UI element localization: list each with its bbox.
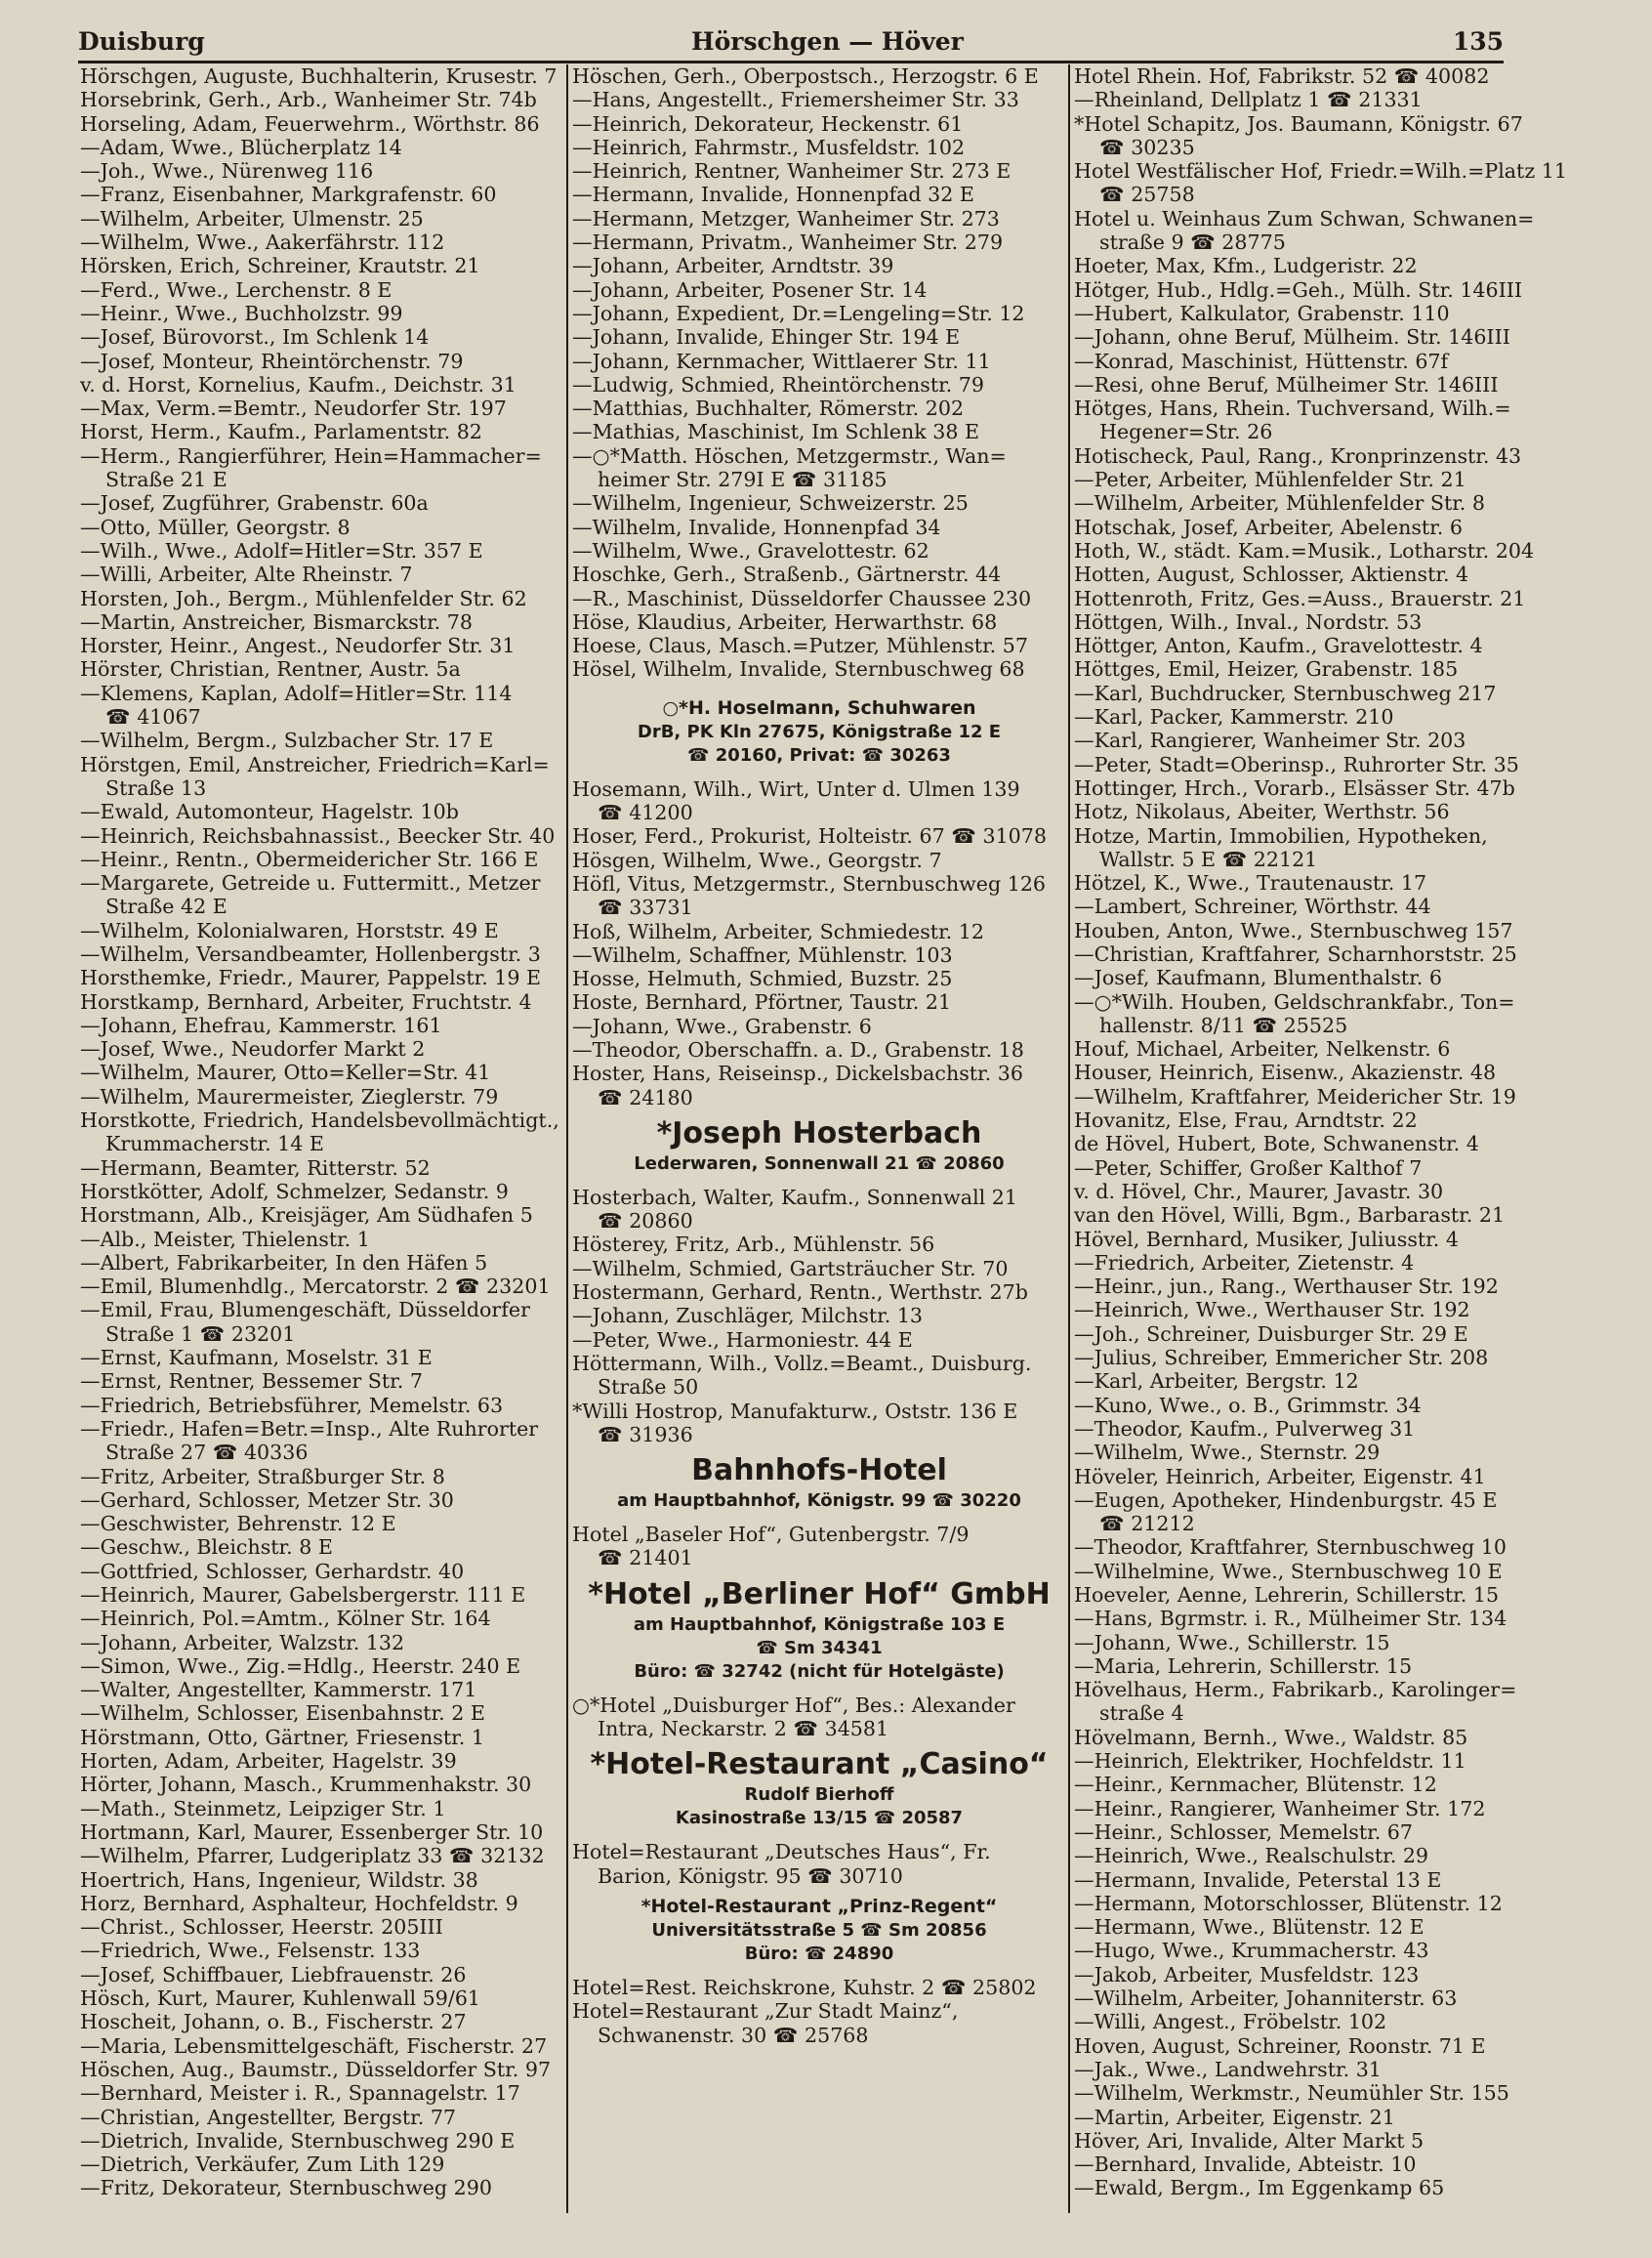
directory-entry: Hotel=Rest. Reichskrone, Kuhstr. 2 ☎ 25802 [572, 1975, 1037, 1999]
directory-entry: —Johann, Wwe., Grabenstr. 6 [572, 1014, 872, 1038]
directory-entry: —Heinrich, Elektriker, Hochfeldstr. 11 [1074, 1749, 1466, 1774]
entry-list-middle-bottom [572, 1976, 1066, 2047]
directory-entry: Wallstr. 5 E ☎ 22121 [1099, 847, 1318, 871]
directory-entry: Hovanitz, Else, Frau, Arndtstr. 22 [1074, 1108, 1418, 1133]
directory-entry: —Geschwister, Behrenstr. 12 E [80, 1512, 396, 1536]
directory-entry: de Hövel, Hubert, Bote, Schwanenstr. 4 [1074, 1132, 1479, 1156]
directory-entry: v. d. Hövel, Chr., Maurer, Javastr. 30 [1074, 1179, 1444, 1203]
directory-entry: Höttgen, Wilh., Inval., Nordstr. 53 [1074, 609, 1423, 634]
directory-entry: —Willi, Angest., Fröbelstr. 102 [1074, 2010, 1387, 2034]
directory-entry: Hottinger, Hrch., Vorarb., Elsässer Str. 47b [1074, 775, 1515, 800]
directory-entry: —Wilhelm, Maurermeister, Zieglerstr. 79 [80, 1084, 499, 1108]
directory-entry: hallenstr. 8/11 ☎ 25525 [1099, 1013, 1348, 1037]
directory-entry: Hoste, Bernhard, Pförtner, Taustr. 21 [572, 990, 952, 1015]
directory-entry: Hoeter, Max, Kfm., Ludgeristr. 22 [1074, 254, 1418, 278]
directory-entry: Hosse, Helmuth, Schmied, Buzstr. 25 [572, 967, 953, 991]
directory-entry: Hotel Westfälischer Hof, Friedr.=Wilh.=Platz 11 [1074, 159, 1567, 184]
directory-entry: Hösch, Kurt, Maurer, Kuhlenwall 59/61 [80, 1986, 481, 2011]
directory-entry: Horz, Bernhard, Asphalteur, Hochfeldstr. 9 [80, 1891, 518, 1915]
directory-entry: —Hermann, Privatm., Wanheimer Str. 279 [572, 230, 1004, 255]
directory-entry: —Theodor, Oberschaffn. a. D., Grabenstr. 18 [572, 1037, 1024, 1062]
directory-entry: —Ferd., Wwe., Lerchenstr. 8 E [80, 277, 392, 302]
directory-entry: Intra, Neckarstr. 2 ☎ 34581 [598, 1717, 889, 1741]
directory-entry: Hoscheit, Johann, o. B., Fischerstr. 27 [80, 2010, 467, 2034]
directory-entry: ☎ 41200 [598, 801, 693, 825]
directory-entry: Straße 27 ☎ 40336 [105, 1441, 309, 1465]
directory-entry: Horsthemke, Friedr., Maurer, Pappelstr. 19 E [80, 966, 542, 990]
ad-casino-line1: Rudolf Bierhoff [744, 1784, 894, 1806]
directory-entry: Hövel, Bernhard, Musiker, Juliusstr. 4 [1074, 1227, 1459, 1251]
directory-entry: Höver, Ari, Invalide, Alter Markt 5 [1074, 2128, 1425, 2153]
directory-entry: —Peter, Stadt=Oberinsp., Ruhrorter Str. 35 [1074, 752, 1519, 776]
ad-bahnhofs-title: Bahnhofs-Hotel [691, 1453, 947, 1488]
directory-entry: —Gottfried, Schlosser, Gerhardstr. 40 [80, 1559, 465, 1583]
directory-entry: —Geschw., Bleichstr. 8 E [80, 1535, 333, 1560]
directory-entry: —Joh., Schreiner, Duisburger Str. 29 E [1074, 1321, 1468, 1346]
directory-entry: —Christian, Kraftfahrer, Scharnhorststr. 25 [1074, 941, 1517, 966]
directory-entry: Horstmann, Alb., Kreisjäger, Am Südhafen 5 [80, 1203, 533, 1228]
directory-entry: —Klemens, Kaplan, Adolf=Hitler=Str. 114 [80, 681, 513, 705]
directory-entry: —Johann, Ehefrau, Kammerstr. 161 [80, 1013, 442, 1037]
directory-entry: —Willi, Arbeiter, Alte Rheinstr. 7 [80, 563, 413, 587]
directory-entry: Hotel u. Weinhaus Zum Schwan, Schwanen= [1074, 206, 1535, 230]
directory-entry: —Karl, Rangierer, Wanheimer Str. 203 [1074, 729, 1466, 753]
directory-entry: —Resi, ohne Beruf, Mülheimer Str. 146III [1074, 372, 1499, 397]
directory-entry: *Hotel Schapitz, Jos. Baumann, Königstr. 67 [1074, 111, 1523, 136]
directory-entry: Horsten, Joh., Bergm., Mühlenfelder Str. 62 [80, 586, 527, 610]
directory-entry: —Johann, Arbeiter, Posener Str. 14 [572, 277, 928, 302]
directory-entry: Horsebrink, Gerh., Arb., Wanheimer Str. 74b [80, 88, 537, 112]
directory-entry: Houser, Heinrich, Eisenw., Akazienstr. 48 [1074, 1061, 1497, 1085]
directory-entry: —Josef, Zugführer, Grabenstr. 60a [80, 491, 429, 516]
directory-entry: —Ewald, Automonteur, Hagelstr. 10b [80, 800, 459, 824]
directory-entry: —Heinrich, Wwe., Realschulstr. 29 [1074, 1844, 1429, 1868]
directory-entry: —Matthias, Buchhalter, Römerstr. 202 [572, 397, 965, 421]
ad-casino [572, 1746, 1066, 1830]
directory-entry: —Heinrich, Reichsbahnassist., Beecker Str. 40 [80, 823, 556, 848]
directory-entry: —Dietrich, Invalide, Sternbuschweg 290 E [80, 2128, 516, 2153]
ad-bahnhofs-hotel [572, 1452, 1066, 1513]
directory-entry: Höttges, Emil, Heizer, Grabenstr. 185 [1074, 657, 1459, 682]
directory-entry: Straße 21 E [105, 468, 227, 492]
directory-entry: Hosterbach, Walter, Kaufm., Sonnenwall 21 [572, 1185, 1017, 1209]
directory-entry: —Wilhelm, Schaffner, Mühlenstr. 103 [572, 942, 953, 967]
directory-entry: —Hans, Bgrmstr. i. R., Mülheimer Str. 134 [1074, 1607, 1507, 1631]
ad-berliner-line3: Büro: ☎ 32742 (nicht für Hotelgäste) [634, 1660, 1005, 1682]
directory-entry: Horseling, Adam, Feuerwehrm., Wörthstr. 86 [80, 111, 540, 136]
directory-entry: ☎ 25758 [1099, 183, 1195, 207]
directory-entry: —Hans, Angestellt., Friemersheimer Str. 33 [572, 88, 1019, 112]
directory-entry: —○*Wilh. Houben, Geldschrankfabr., Ton= [1074, 989, 1515, 1014]
directory-entry: —Wilhelm, Arbeiter, Ulmenstr. 25 [80, 206, 424, 230]
entry-list-middle-5 [572, 1840, 1066, 1888]
directory-entry: —Friedrich, Betriebsführer, Memelstr. 63 [80, 1393, 504, 1417]
directory-entry: —Karl, Packer, Kammerstr. 210 [1074, 705, 1394, 730]
directory-entry: —Johann, Wwe., Schillerstr. 15 [1074, 1630, 1390, 1654]
directory-entry: —Hubert, Kalkulator, Grabenstr. 110 [1074, 301, 1450, 325]
directory-entry: —Theodor, Kaufm., Pulverweg 31 [1074, 1416, 1416, 1441]
directory-entry: —Maria, Lehrerin, Schillerstr. 15 [1074, 1653, 1413, 1678]
directory-entry: —Kuno, Wwe., o. B., Grimmstr. 34 [1074, 1393, 1422, 1417]
directory-entry: Horster, Heinr., Angest., Neudorfer Str. 31 [80, 634, 516, 658]
directory-entry: ☎ 24180 [598, 1085, 693, 1109]
directory-entry: —Heinrich, Rentner, Wanheimer Str. 273 E [572, 159, 1012, 184]
directory-entry: —Margarete, Getreide u. Futtermitt., Metzer [80, 871, 541, 896]
directory-entry: —Johann, Zuschläger, Milchstr. 13 [572, 1304, 924, 1328]
directory-entry: —Gerhard, Schlosser, Metzer Str. 30 [80, 1487, 454, 1512]
column-divider-left [566, 64, 568, 2213]
ad-hoselmann-title: ○*H. Hoselmann, Schuhwaren [662, 696, 976, 719]
directory-entry: —Heinr., jun., Rang., Werthauser Str. 192 [1074, 1275, 1499, 1299]
directory-entry: —Karl, Buchdrucker, Sternbuschweg 217 [1074, 681, 1497, 705]
directory-entry: —Herm., Rangierführer, Hein=Hammacher= [80, 443, 542, 468]
directory-entry: —Wilhelm, Versandbeamter, Hollenbergstr. 3 [80, 941, 541, 966]
directory-entry: —Hermann, Invalide, Honnenpfad 32 E [572, 183, 974, 207]
directory-entry: —Wilhelm, Wwe., Gravelottestr. 62 [572, 538, 929, 563]
directory-entry: Höveler, Heinrich, Arbeiter, Eigenstr. 41 [1074, 1464, 1486, 1488]
directory-entry: —Simon, Wwe., Zig.=Hdlg., Heerstr. 240 E [80, 1653, 521, 1678]
directory-entry: —Heinrich, Fahrmstr., Musfeldstr. 102 [572, 135, 966, 159]
directory-entry: Hörstgen, Emil, Anstreicher, Friedrich=Karl= [80, 752, 550, 776]
directory-entry: Hotel Rhein. Hof, Fabrikstr. 52 ☎ 40082 [1074, 64, 1490, 88]
directory-entry: Hotschak, Josef, Arbeiter, Abelenstr. 6 [1074, 515, 1463, 539]
directory-entry: Horstkötter, Adolf, Schmelzer, Sedanstr. 9 [80, 1179, 509, 1203]
directory-entry: Hörter, Johann, Masch., Krummenhakstr. 30 [80, 1773, 532, 1797]
directory-entry: —Dietrich, Verkäufer, Zum Lith 129 [80, 2153, 445, 2177]
directory-entry: van den Hövel, Willi, Bgm., Barbarastr. 21 [1074, 1203, 1506, 1228]
directory-entry: —Peter, Wwe., Harmoniestr. 44 E [572, 1327, 913, 1352]
directory-entry: —Heinr., Kernmacher, Blütenstr. 12 [1074, 1773, 1437, 1797]
directory-entry: Hegener=Str. 26 [1099, 420, 1273, 444]
directory-entry: v. d. Horst, Kornelius, Kaufm., Deichstr. 31 [80, 372, 516, 397]
directory-entry: —Wilhelm, Invalide, Honnenpfad 34 [572, 515, 941, 539]
directory-entry: —Wilhelm, Pfarrer, Ludgeriplatz 33 ☎ 32132 [80, 1844, 545, 1868]
directory-entry: —Friedrich, Wwe., Felsenstr. 133 [80, 1939, 421, 1963]
directory-entry: ☎ 20860 [598, 1209, 693, 1234]
directory-entry: —Josef, Wwe., Neudorfer Markt 2 [80, 1037, 426, 1062]
directory-entry: —Johann, ohne Beruf, Mülheim. Str. 146III [1074, 325, 1510, 350]
directory-entry: Hörstmann, Otto, Gärtner, Friesenstr. 1 [80, 1725, 484, 1749]
directory-entry: —Heinrich, Maurer, Gabelsbergerstr. 111 E [80, 1583, 526, 1607]
directory-entry: —Fritz, Dekorateur, Sternbuschweg 290 [80, 2176, 492, 2200]
directory-entry: —Johann, Arbeiter, Arndtstr. 39 [572, 254, 894, 278]
directory-entry: —Wilhelm, Bergm., Sulzbacher Str. 17 E [80, 729, 494, 753]
directory-entry: —Walter, Angestellter, Kammerstr. 171 [80, 1678, 477, 1702]
column-divider-right [1068, 64, 1070, 2213]
directory-entry: —Albert, Fabrikarbeiter, In den Häfen 5 [80, 1250, 488, 1275]
header-range: Hörschgen — Höver [691, 27, 964, 56]
directory-entry: —Konrad, Maschinist, Hüttenstr. 67f [1074, 349, 1449, 373]
directory-entry: *Willi Hostrop, Manufakturw., Oststr. 136 E [572, 1399, 1018, 1423]
directory-entry: —Heinrich, Wwe., Werthauser Str. 192 [1074, 1298, 1470, 1322]
directory-entry: Hoschke, Gerh., Straßenb., Gärtnerstr. 44 [572, 563, 1002, 587]
directory-entry: —Peter, Arbeiter, Mühlenfelder Str. 21 [1074, 468, 1466, 492]
directory-entry: Hoth, W., städt. Kam.=Musik., Lotharstr. 204 [1074, 538, 1535, 563]
directory-entry: —Wilhelm, Schlosser, Eisenbahnstr. 2 E [80, 1701, 485, 1726]
directory-entry: —Eugen, Apotheker, Hindenburgstr. 45 E [1074, 1487, 1498, 1512]
ad-berliner-title: *Hotel „Berliner Hof“ GmbH [588, 1576, 1051, 1611]
directory-entry: —Max, Verm.=Bemtr., Neudorfer Str. 197 [80, 397, 507, 421]
directory-entry: Hotz, Nikolaus, Abeiter, Werthstr. 56 [1074, 800, 1450, 824]
directory-entry: —Wilhelm, Kraftfahrer, Meidericher Str. 19 [1074, 1084, 1516, 1108]
directory-entry: —Fritz, Arbeiter, Straßburger Str. 8 [80, 1464, 445, 1488]
ad-prinz-title: *Hotel-Restaurant „Prinz-Regent“ [640, 1895, 998, 1917]
column-left [80, 64, 562, 2229]
directory-entry: —Heinr., Rangierer, Wanheimer Str. 172 [1074, 1796, 1486, 1820]
directory-entry: —Ernst, Kaufmann, Moselstr. 31 E [80, 1346, 433, 1370]
directory-entry: —Heinr., Rentn., Obermeidericher Str. 166 E [80, 847, 539, 871]
ad-bahnhofs-line1: am Hauptbahnhof, Königstr. 99 ☎ 30220 [617, 1490, 1021, 1512]
directory-entry: —Jakob, Arbeiter, Musfeldstr. 123 [1074, 1962, 1420, 1986]
ad-prinz-line2: Büro: ☎ 24890 [744, 1943, 894, 1964]
directory-entry: Hoeveler, Aenne, Lehrerin, Schillerstr. 15 [1074, 1583, 1500, 1607]
directory-entry: Houben, Anton, Wwe., Sternbuschweg 157 [1074, 918, 1513, 942]
directory-entry: —Lambert, Schreiner, Wörthstr. 44 [1074, 895, 1431, 919]
directory-entry: —Wilhelm, Ingenieur, Schweizerstr. 25 [572, 491, 969, 516]
directory-entry: Hötger, Hub., Hdlg.=Geh., Mülh. Str. 146III [1074, 277, 1523, 302]
directory-entry: ☎ 21212 [1099, 1512, 1195, 1536]
directory-entry: Straße 1 ☎ 23201 [105, 1321, 296, 1346]
directory-entry: —Friedr., Hafen=Betr.=Insp., Alte Ruhrorter [80, 1416, 539, 1441]
directory-entry: —Johann, Invalide, Ehinger Str. 194 E [572, 325, 961, 350]
directory-entry: —Otto, Müller, Georgstr. 8 [80, 515, 351, 539]
directory-entry: —Ewald, Bergm., Im Eggenkamp 65 [1074, 2176, 1445, 2200]
directory-entry: —Wilh., Wwe., Adolf=Hitler=Str. 357 E [80, 538, 483, 563]
directory-entry: ☎ 33731 [598, 896, 693, 920]
directory-entry: Hotel „Baseler Hof“, Gutenbergstr. 7/9 [572, 1523, 970, 1547]
directory-entry: Hoven, August, Schreiner, Roonstr. 71 E [1074, 2033, 1486, 2058]
directory-entry: Hostermann, Gerhard, Rentn., Werthstr. 27b [572, 1280, 1028, 1305]
ad-prinz-line1: Universitätsstraße 5 ☎ Sm 20856 [651, 1919, 987, 1941]
ad-hosterbach-title: *Joseph Hosterbach [656, 1115, 982, 1150]
ad-hoselmann-line1: DrB, PK Kln 27675, Königstraße 12 E [637, 721, 1002, 742]
column-right [1074, 64, 1567, 2229]
directory-entry: Hövelhaus, Herm., Fabrikarb., Karolinger= [1074, 1678, 1517, 1702]
directory-entry: Straße 42 E [105, 895, 227, 919]
header-rule [78, 61, 1504, 63]
page-header [78, 27, 1504, 63]
directory-entry: heimer Str. 279I E ☎ 31185 [598, 468, 888, 492]
directory-entry: —Jak., Wwe., Landwehrstr. 31 [1074, 2057, 1382, 2081]
directory-entry: —Alb., Meister, Thielenstr. 1 [80, 1227, 370, 1251]
directory-entry: —Hermann, Motorschlosser, Blütenstr. 12 [1074, 1891, 1503, 1915]
entry-list-right [1074, 64, 1567, 2200]
directory-entry: Barion, Königstr. 95 ☎ 30710 [598, 1863, 903, 1888]
directory-entry: —Maria, Lebensmittelgeschäft, Fischerstr. 27 [80, 2033, 548, 2058]
directory-entry: —Johann, Expedient, Dr.=Lengeling=Str. 12 [572, 301, 1025, 325]
directory-entry: Horst, Herm., Kaufm., Parlamentstr. 82 [80, 420, 482, 444]
directory-entry: —Martin, Anstreicher, Bismarckstr. 78 [80, 609, 473, 634]
directory-entry: Hotischeck, Paul, Rang., Kronprinzenstr. 43 [1074, 443, 1522, 468]
directory-entry: —Bernhard, Invalide, Abteistr. 10 [1074, 2153, 1417, 2177]
directory-entry: Hottenroth, Fritz, Ges.=Auss., Brauerstr. 21 [1074, 586, 1526, 610]
directory-entry: —Emil, Blumenhdlg., Mercatorstr. 2 ☎ 23201 [80, 1275, 551, 1299]
directory-entry: —Ludwig, Schmied, Rheintörchenstr. 79 [572, 372, 984, 397]
ad-prinz-regent [572, 1894, 1066, 1966]
directory-entry: Hortmann, Karl, Maurer, Essenberger Str. 10 [80, 1819, 544, 1844]
directory-entry: —Math., Steinmetz, Leipziger Str. 1 [80, 1796, 446, 1820]
entry-list-left [80, 64, 562, 2200]
directory-entry: —Wilhelm, Maurer, Otto=Keller=Str. 41 [80, 1061, 491, 1085]
directory-entry: Höschen, Aug., Baumstr., Düsseldorfer Str. 97 [80, 2057, 552, 2081]
ad-hosterbach [572, 1115, 1066, 1176]
directory-entry: —Hermann, Beamter, Ritterstr. 52 [80, 1155, 431, 1180]
directory-entry: —Hermann, Wwe., Blütenstr. 12 E [1074, 1915, 1425, 1940]
directory-entry: —Wilhelm, Arbeiter, Johanniterstr. 63 [1074, 1986, 1458, 2011]
directory-entry: —Julius, Schreiber, Emmericher Str. 208 [1074, 1346, 1489, 1370]
directory-entry: Horten, Adam, Arbeiter, Hagelstr. 39 [80, 1749, 457, 1774]
directory-entry: —Mathias, Maschinist, Im Schlenk 38 E [572, 420, 980, 444]
directory-entry: —Karl, Arbeiter, Bergstr. 12 [1074, 1369, 1359, 1394]
directory-entry: Hösterey, Fritz, Arb., Mühlenstr. 56 [572, 1233, 935, 1257]
directory-entry: —Josef, Schiffbauer, Liebfrauenstr. 26 [80, 1962, 467, 1986]
directory-entry: —Wilhelm, Wwe., Sternstr. 29 [1074, 1441, 1381, 1465]
directory-entry: —Ernst, Rentner, Bessemer Str. 7 [80, 1369, 423, 1394]
ad-casino-line2: Kasinostraße 13/15 ☎ 20587 [675, 1808, 964, 1829]
ad-hosterbach-line1: Lederwaren, Sonnenwall 21 ☎ 20860 [634, 1152, 1005, 1174]
directory-entry: ☎ 21401 [598, 1546, 693, 1570]
directory-entry: —Theodor, Kraftfahrer, Sternbuschweg 10 [1074, 1535, 1507, 1560]
directory-entry: Hosemann, Wilh., Wirt, Unter d. Ulmen 139 [572, 776, 1020, 801]
directory-entry: ☎ 31936 [598, 1422, 693, 1446]
directory-entry: —Wilhelm, Wwe., Aakerfährstr. 112 [80, 230, 445, 255]
directory-entry: Straße 13 [105, 775, 207, 800]
directory-entry: Hörschgen, Auguste, Buchhalterin, Krusestr. 7 [80, 64, 558, 88]
directory-entry: —Heinr., Wwe., Buchholzstr. 99 [80, 301, 403, 325]
ad-berliner-line2: ☎ Sm 34341 [756, 1637, 883, 1658]
directory-entry: —Christian, Angestellter, Bergstr. 77 [80, 2105, 457, 2129]
directory-entry: —Hermann, Invalide, Peterstal 13 E [1074, 1867, 1442, 1892]
directory-entry: Höfl, Vitus, Metzgermstr., Sternbuschweg 126 [572, 871, 1047, 896]
directory-entry: Hoß, Wilhelm, Arbeiter, Schmiedestr. 12 [572, 919, 984, 943]
entry-list-middle-top [572, 64, 1066, 682]
directory-entry: Hösgen, Wilhelm, Wwe., Georgstr. 7 [572, 848, 942, 872]
directory-entry: —Wilhelm, Werkmstr., Neumühler Str. 155 [1074, 2081, 1509, 2106]
directory-entry: Hoertrich, Hans, Ingenieur, Wildstr. 38 [80, 1867, 478, 1892]
directory-entry: ☎ 41067 [105, 705, 201, 730]
directory-entry: —Heinr., Schlosser, Memelstr. 67 [1074, 1819, 1413, 1844]
directory-entry: Horstkamp, Bernhard, Arbeiter, Fruchtstr. 4 [80, 989, 532, 1014]
directory-entry: —Friedrich, Arbeiter, Zietenstr. 4 [1074, 1250, 1415, 1275]
directory-entry: —Bernhard, Meister i. R., Spannagelstr. 17 [80, 2081, 520, 2106]
directory-entry: straße 9 ☎ 28775 [1099, 230, 1286, 255]
entry-list-middle-2 [572, 1186, 1066, 1446]
directory-entry: —Josef, Kaufmann, Blumenthalstr. 6 [1074, 966, 1442, 990]
directory-entry: —Josef, Bürovorst., Im Schlenk 14 [80, 325, 430, 350]
ad-berliner-hof [572, 1576, 1066, 1684]
directory-entry: straße 4 [1099, 1701, 1184, 1726]
directory-entry: —Adam, Wwe., Blücherplatz 14 [80, 135, 402, 159]
ad-casino-title: *Hotel-Restaurant „Casino“ [590, 1747, 1049, 1782]
directory-entry: Hörsken, Erich, Schreiner, Krautstr. 21 [80, 254, 480, 278]
directory-entry: Hotel=Restaurant „Zur Stadt Mainz“, [572, 1999, 959, 2024]
directory-entry: —Peter, Schiffer, Großer Kalthof 7 [1074, 1155, 1423, 1180]
directory-entry: —Heinrich, Dekorateur, Heckenstr. 61 [572, 111, 964, 136]
directory-entry: Hörster, Christian, Rentner, Austr. 5a [80, 657, 461, 682]
directory-entry: Hotze, Martin, Immobilien, Hypotheken, [1074, 823, 1488, 848]
directory-entry: Straße 50 [598, 1375, 699, 1400]
directory-entry: —Rheinland, Dellplatz 1 ☎ 21331 [1074, 88, 1423, 112]
ad-hoselmann [572, 695, 1066, 768]
directory-entry: —Wilhelm, Arbeiter, Mühlenfelder Str. 8 [1074, 491, 1486, 516]
directory-entry: —Joh., Wwe., Nürenweg 116 [80, 159, 374, 184]
entry-list-middle-1 [572, 777, 1066, 1109]
directory-entry: Hoser, Ferd., Prokurist, Holteistr. 67 ☎ 31078 [572, 824, 1047, 849]
directory-entry: Hotten, August, Schlosser, Aktienstr. 4 [1074, 563, 1469, 587]
directory-entry: Krummacherstr. 14 E [105, 1132, 324, 1156]
directory-entry: —Emil, Frau, Blumengeschäft, Düsseldorfer [80, 1298, 530, 1322]
entry-list-middle-4 [572, 1694, 1066, 1741]
directory-entry: Hösel, Wilhelm, Invalide, Sternbuschweg 68 [572, 657, 1025, 682]
header-city: Duisburg [78, 27, 205, 56]
directory-entry: Hövelmann, Bernh., Wwe., Waldstr. 85 [1074, 1725, 1468, 1749]
directory-entry: —Franz, Eisenbahner, Markgrafenstr. 60 [80, 183, 497, 207]
directory-entry: —Josef, Monteur, Rheintörchenstr. 79 [80, 349, 464, 373]
directory-entry: —Wilhelmine, Wwe., Sternbuschweg 10 E [1074, 1559, 1503, 1583]
directory-entry: Hötges, Hans, Rhein. Tuchversand, Wilh.= [1074, 397, 1511, 421]
directory-entry: ☎ 30235 [1099, 135, 1195, 159]
directory-entry: Höse, Klaudius, Arbeiter, Herwarthstr. 68 [572, 609, 998, 634]
directory-entry: —Christ., Schlosser, Heerstr. 205III [80, 1915, 443, 1940]
directory-entry: Höttger, Anton, Kaufm., Gravelottestr. 4 [1074, 634, 1483, 658]
directory-entry: —Hugo, Wwe., Krummacherstr. 43 [1074, 1939, 1429, 1963]
ad-hoselmann-line2: ☎ 20160, Privat: ☎ 30263 [687, 744, 951, 766]
directory-entry: Horstkotte, Friedrich, Handelsbevollmächtigt., [80, 1108, 559, 1133]
directory-entry: Schwanenstr. 30 ☎ 25768 [598, 2023, 869, 2047]
directory-entry: —Wilhelm, Kolonialwaren, Horststr. 49 E [80, 918, 499, 942]
column-middle [572, 64, 1066, 2229]
directory-entry: —○*Matth. Höschen, Metzgermstr., Wan= [572, 443, 1007, 468]
directory-entry: ○*Hotel „Duisburger Hof“, Bes.: Alexander [572, 1693, 1015, 1717]
page-number: 135 [1452, 27, 1504, 56]
directory-entry: Höschen, Gerh., Oberpostsch., Herzogstr. 6 E [572, 64, 1039, 88]
directory-entry: —Johann, Arbeiter, Walzstr. 132 [80, 1630, 405, 1654]
directory-entry: —R., Maschinist, Düsseldorfer Chaussee 230 [572, 586, 1032, 610]
directory-entry: —Hermann, Metzger, Wanheimer Str. 273 [572, 206, 1000, 230]
directory-entry: —Wilhelm, Schmied, Gartsträucher Str. 70 [572, 1256, 1009, 1280]
directory-entry: Höttermann, Wilh., Vollz.=Beamt., Duisburg. [572, 1351, 1032, 1375]
directory-entry: Hoster, Hans, Reiseinsp., Dickelsbachstr. 36 [572, 1062, 1023, 1086]
directory-entry: Hotel=Restaurant „Deutsches Haus“, Fr. [572, 1840, 991, 1864]
directory-entry: —Heinrich, Pol.=Amtm., Kölner Str. 164 [80, 1607, 491, 1631]
ad-berliner-line1: am Hauptbahnhof, Königstraße 103 E [633, 1613, 1006, 1635]
directory-entry: Hötzel, K., Wwe., Trautenaustr. 17 [1074, 871, 1427, 896]
directory-entry: —Johann, Kernmacher, Wittlaerer Str. 11 [572, 349, 991, 373]
entry-list-middle-3 [572, 1523, 1066, 1570]
directory-entry: Houf, Michael, Arbeiter, Nelkenstr. 6 [1074, 1037, 1451, 1062]
directory-entry: Hoese, Claus, Masch.=Putzer, Mühlenstr. 57 [572, 634, 1028, 658]
directory-entry: —Martin, Arbeiter, Eigenstr. 21 [1074, 2105, 1395, 2129]
